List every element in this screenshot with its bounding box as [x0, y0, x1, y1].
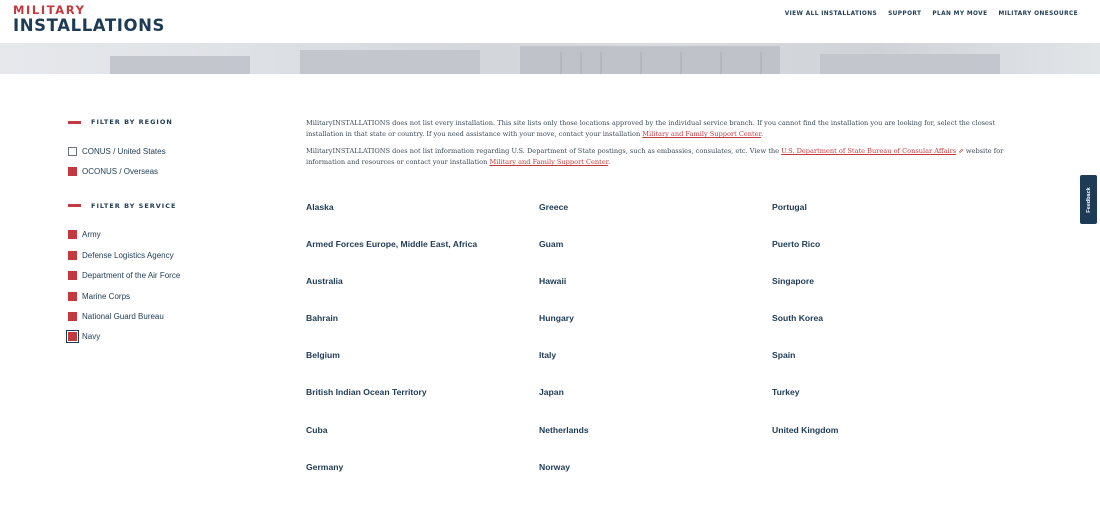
family-support-center-link-2[interactable]: Military and Family Support Center	[489, 158, 609, 166]
country-link[interactable]: Greece	[539, 202, 569, 212]
site-header	[0, 0, 1100, 43]
service-option-national-guard[interactable]	[68, 306, 268, 326]
notice-installations: MilitaryINSTALLATIONS does not list every installation. This site lists only those locations approved by the individual service branch. If you cannot find the installation you are looking for, select the closest installation in that state or country. If you need assistance with your move, contact your installation Military and Family Support Center.	[306, 119, 995, 138]
region-label-oconus: OCONUS / Overseas	[82, 167, 159, 177]
logo-top-text: MILITARY	[13, 3, 86, 17]
consular-affairs-link[interactable]: U.S. Department of State Bureau of Consular Affairs	[781, 147, 957, 155]
heading-dash-icon	[68, 121, 81, 124]
filter-region-title: FILTER BY REGION	[91, 118, 173, 126]
region-option-conus[interactable]	[68, 141, 268, 161]
checkbox-checked-icon[interactable]	[68, 312, 77, 321]
notice-text: MilitaryINSTALLATIONS does not list every installation. This site lists only those locations approved by the individual service branch. If you cannot find the installation you are looking for, select the closest installation in that state or country. If you need assistance with your move, contact your installation	[306, 119, 995, 138]
site-logo[interactable]	[13, 5, 165, 34]
country-link[interactable]: Japan	[539, 387, 564, 397]
checkbox-checked-icon[interactable]	[68, 167, 77, 176]
region-option-oconus[interactable]	[68, 161, 268, 181]
checkbox-checked-icon[interactable]	[68, 292, 77, 301]
nav-plan-my-move[interactable]: PLAN MY MOVE	[932, 11, 988, 17]
country-link[interactable]: Turkey	[772, 387, 800, 397]
service-option-dla[interactable]	[68, 245, 268, 265]
checkbox-checked-icon[interactable]	[68, 230, 77, 239]
country-link[interactable]: Cuba	[306, 425, 328, 435]
notice-text: website for information and resources or contact your installation	[306, 147, 1004, 166]
service-option-army[interactable]	[68, 225, 268, 245]
country-link[interactable]: Australia	[306, 276, 343, 286]
country-link[interactable]: British Indian Ocean Territory	[306, 387, 427, 397]
country-link[interactable]: Portugal	[772, 202, 807, 212]
nav-support[interactable]: SUPPORT	[888, 11, 922, 17]
nav-view-all-installations[interactable]: VIEW ALL INSTALLATIONS	[784, 11, 878, 17]
filter-service-heading	[68, 198, 268, 214]
feedback-tab[interactable]	[1080, 175, 1097, 224]
family-support-center-link[interactable]: Military and Family Support Center	[642, 130, 762, 138]
service-option-air-force[interactable]	[68, 266, 268, 286]
country-link[interactable]: Hungary	[539, 313, 574, 323]
logo-bottom-text: INSTALLATIONS	[13, 15, 166, 35]
country-link[interactable]: South Korea	[772, 313, 824, 323]
nav-military-onesource[interactable]: MILITARY ONESOURCE	[998, 11, 1078, 17]
country-link[interactable]: Hawaii	[539, 276, 567, 286]
hero-banner-image	[0, 43, 1100, 74]
filter-region-heading	[68, 114, 268, 130]
country-link[interactable]: Netherlands	[539, 425, 589, 435]
service-label: Army	[82, 230, 101, 240]
service-label: Marine Corps	[82, 291, 131, 301]
country-link[interactable]: Spain	[772, 350, 796, 360]
service-label: Department of the Air Force	[82, 271, 181, 281]
checkbox-checked-icon[interactable]	[68, 332, 77, 341]
heading-dash-icon	[68, 204, 81, 207]
filter-sidebar	[68, 114, 268, 347]
country-link[interactable]: Italy	[539, 350, 557, 360]
external-link-icon: ⇗	[956, 147, 964, 155]
country-link[interactable]: Alaska	[306, 202, 334, 212]
checkbox-checked-icon[interactable]	[68, 271, 77, 280]
country-link[interactable]: Puerto Rico	[772, 239, 821, 249]
service-label: Navy	[82, 332, 101, 342]
country-link[interactable]: United Kingdom	[772, 425, 839, 435]
service-label: National Guard Bureau	[82, 312, 164, 322]
country-link[interactable]: Germany	[306, 462, 344, 472]
feedback-label: Feedback	[1085, 186, 1092, 213]
country-link[interactable]: Singapore	[772, 276, 815, 286]
service-label: Defense Logistics Agency	[82, 250, 174, 260]
filter-service-title: FILTER BY SERVICE	[91, 201, 177, 210]
notice-text: MilitaryINSTALLATIONS does not list information regarding U.S. Department of State postings, such as embassies, consulates, etc. View the	[306, 147, 782, 155]
country-link[interactable]: Bahrain	[306, 313, 338, 323]
region-label-conus: CONUS / United States	[82, 146, 166, 156]
country-link[interactable]: Norway	[539, 462, 571, 472]
checkbox-checked-icon[interactable]	[68, 251, 77, 260]
country-link[interactable]: Guam	[539, 239, 564, 249]
service-option-navy[interactable]	[68, 327, 268, 347]
country-link[interactable]: Armed Forces Europe, Middle East, Africa	[306, 239, 478, 249]
notice-state-department: MilitaryINSTALLATIONS does not list information regarding U.S. Department of State postings, such as embassies, consulates, etc. View the U.S. Department of State Bureau of Consular Affairs ⇗ website for information and resources or contact your installation Military and Family Support Center.	[306, 147, 1004, 166]
top-nav	[785, 11, 1078, 17]
country-link[interactable]: Belgium	[306, 350, 340, 360]
service-option-marine-corps[interactable]	[68, 286, 268, 306]
checkbox-unchecked-icon[interactable]	[68, 147, 77, 156]
